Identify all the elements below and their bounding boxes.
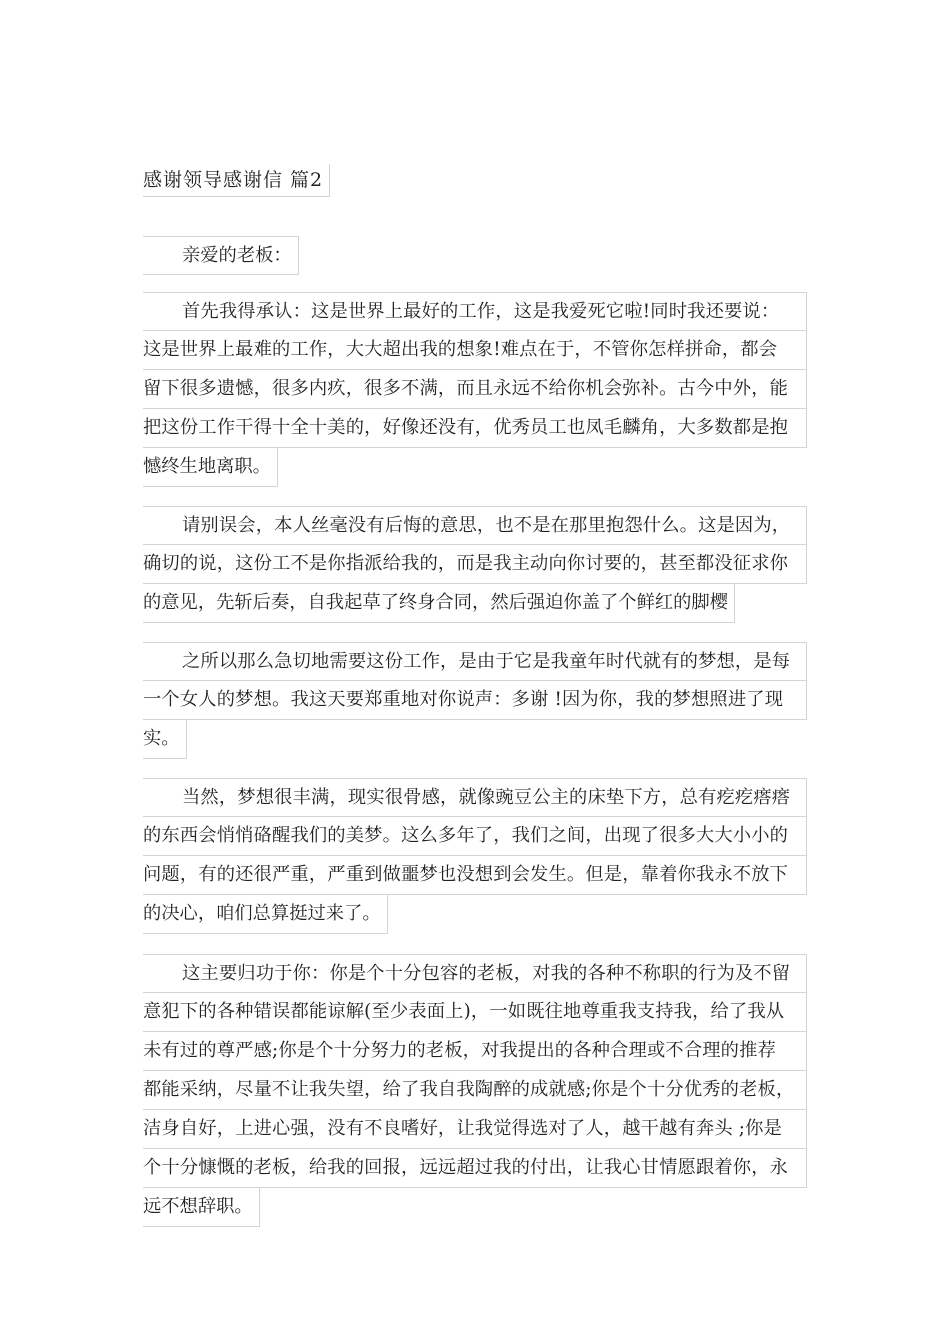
- paragraph-line: 这是世界上最难的工作，大大超出我的想象!难点在于，不管你怎样拼命，都会: [143, 331, 807, 370]
- paragraph-line: 洁身自好，上进心强，没有不良嗜好，让我觉得选对了人，越干越有奔头 ;你是: [143, 1110, 807, 1149]
- paragraph-line: 未有过的尊严感;你是个十分努力的老板，对我提出的各种合理或不合理的推荐: [143, 1032, 807, 1071]
- paragraph-line: 个十分慷慨的老板，给我的回报，远远超过我的付出，让我心甘情愿跟着你，永: [143, 1149, 807, 1188]
- paragraph-line: 这主要归功于你：你是个十分包容的老板，对我的各种不称职的行为及不留: [143, 954, 807, 993]
- paragraph-line: 的意见，先斩后奏，自我起草了终身合同，然后强迫你盖了个鲜红的脚樱: [143, 584, 735, 623]
- paragraph-line: 远不想辞职。: [143, 1188, 260, 1227]
- paragraph-2: [143, 506, 807, 623]
- paragraph-line: 之所以那么急切地需要这份工作，是由于它是我童年时代就有的梦想，是每: [143, 642, 807, 681]
- paragraph-line: 确切的说，这份工不是你指派给我的，而是我主动向你讨要的，甚至都没征求你: [143, 545, 807, 584]
- salutation: [143, 236, 807, 279]
- paragraph-1: [143, 292, 807, 487]
- paragraph-5: [143, 954, 807, 1227]
- paragraph-line: 问题，有的还很严重，严重到做噩梦也没想到会发生。但是，靠着你我永不放下: [143, 856, 807, 895]
- paragraph-line: 请别误会，本人丝毫没有后悔的意思，也不是在那里抱怨什么。这是因为，: [143, 506, 807, 545]
- paragraph-line: 意犯下的各种错误都能谅解(至少表面上)，一如既往地尊重我支持我，给了我从: [143, 993, 807, 1032]
- paragraph-line: 实。: [143, 720, 187, 759]
- paragraph-4: [143, 778, 807, 934]
- paragraph-3: [143, 642, 807, 759]
- paragraph-line: 留下很多遗憾，很多内疚，很多不满，而且永远不给你机会弥补。古今中外，能: [143, 370, 807, 409]
- paragraph-line: 憾终生地离职。: [143, 448, 278, 487]
- salutation-text: 亲爱的老板：: [143, 236, 299, 275]
- paragraph-line: 的东西会悄悄硌醒我们的美梦。这么多年了，我们之间，出现了很多大大小小的: [143, 817, 807, 856]
- paragraph-line: 首先我得承认：这是世界上最好的工作，这是我爱死它啦!同时我还要说：: [143, 292, 807, 331]
- paragraph-line: 把这份工作干得十全十美的，好像还没有，优秀员工也凤毛麟角，大多数都是抱: [143, 409, 807, 448]
- paragraph-line: 的决心，咱们总算挺过来了。: [143, 895, 388, 934]
- document-title: 感谢领导感谢信 篇2: [143, 164, 330, 197]
- paragraph-line: 都能采纳，尽量不让我失望，给了我自我陶醉的成就感;你是个十分优秀的老板，: [143, 1071, 807, 1110]
- paragraph-line: 一个女人的梦想。我这天要郑重地对你说声：多谢 !因为你，我的梦想照进了现: [143, 681, 807, 720]
- paragraph-line: 当然，梦想很丰满，现实很骨感，就像豌豆公主的床垫下方，总有疙疙瘩瘩: [143, 778, 807, 817]
